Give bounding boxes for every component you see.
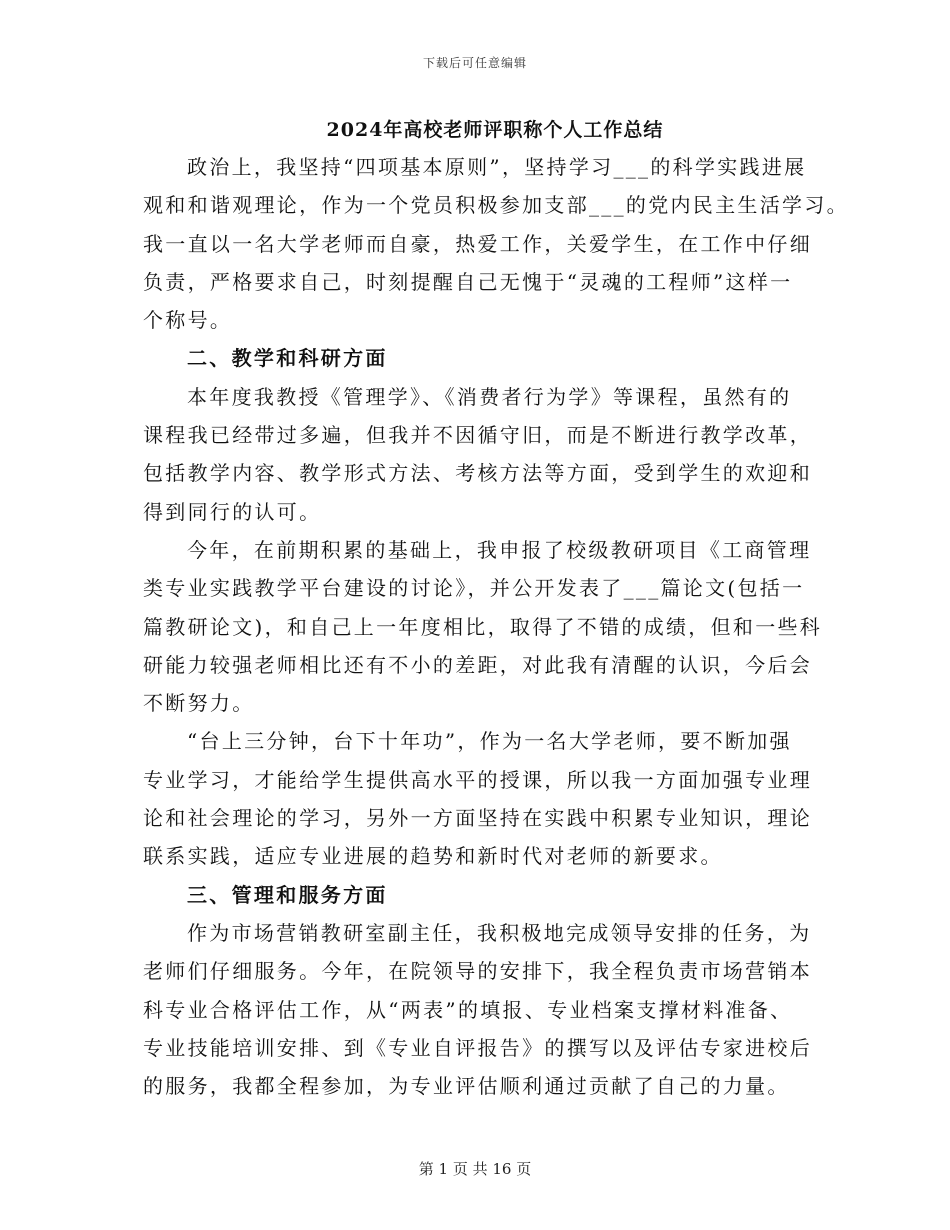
body-text-line: 专业学习，才能给学生提供高水平的授课，所以我一方面加强专业理 [143,767,812,792]
body-text-line: 科专业合格评估工作，从“两表”的填报、专业档案支撑材料准备、 [143,997,793,1022]
body-text-line: “台上三分钟，台下十年功”，作为一名大学老师，要不断加强 [187,729,792,754]
body-text-line: 得到同行的认可。 [143,499,322,524]
body-text-line: 今年，在前期积累的基础上，我申报了校级教研项目《工商管理 [187,537,812,562]
body-text-line: 不断努力。 [143,691,255,716]
header-note: 下载后可任意编辑 [422,56,527,70]
page-footer: 第 1 页 共 16 页 [418,1160,532,1178]
body-text-line: 观和和谐观理论，作为一个党员积极参加支部___的党内民主生活学习。 [143,193,849,218]
section-heading: 二、教学和科研方面 [187,346,388,371]
document-title: 2024年高校老师评职称个人工作总结 [326,119,664,141]
body-text-line: 课程我已经带过多遍，但我并不因循守旧，而是不断进行教学改革， [143,423,812,448]
body-text-line: 老师们仔细服务。今年，在院领导的安排下，我全程负责市场营销本 [143,959,812,984]
document-body [143,148,849,1105]
body-text-line: 作为市场营销教研室副主任，我积极地完成领导安排的任务，为 [187,920,812,945]
body-text-line: 本年度我教授《管理学》、《消费者行为学》等课程，虽然有的 [187,384,792,409]
body-text-line: 论和社会理论的学习，另外一方面坚持在实践中积累专业知识，理论 [143,806,812,831]
section-heading: 三、管理和服务方面 [187,882,388,907]
body-text-line: 包括教学内容、教学形式方法、考核方法等方面，受到学生的欢迎和 [143,461,812,486]
body-text-line: 个称号。 [143,308,233,333]
body-text-line: 研能力较强老师相比还有不小的差距，对此我有清醒的认识，今后会 [143,652,812,677]
body-text-line: 篇教研论文)，和自己上一年度相比，取得了不错的成绩，但和一些科 [143,614,823,639]
body-text-line: 的服务，我都全程参加，为专业评估顺利通过贡献了自己的力量。 [143,1074,790,1099]
body-text-line: 专业技能培训安排、到《专业自评报告》的撰写以及评估专家进校后 [143,1035,812,1060]
body-text-line: 负责，严格要求自己，时刻提醒自己无愧于“灵魂的工程师”这样一 [143,269,793,294]
body-text-line: 类专业实践教学平台建设的讨论》，并公开发表了___篇论文(包括一 [143,576,805,601]
body-text-line: 联系实践，适应专业进展的趋势和新时代对老师的新要求。 [143,844,723,869]
body-text-line: 政治上，我坚持“四项基本原则”，坚持学习___的科学实践进展 [187,155,807,179]
body-text-line: 我一直以一名大学老师而自豪，热爱工作，关爱学生，在工作中仔细 [143,231,812,256]
